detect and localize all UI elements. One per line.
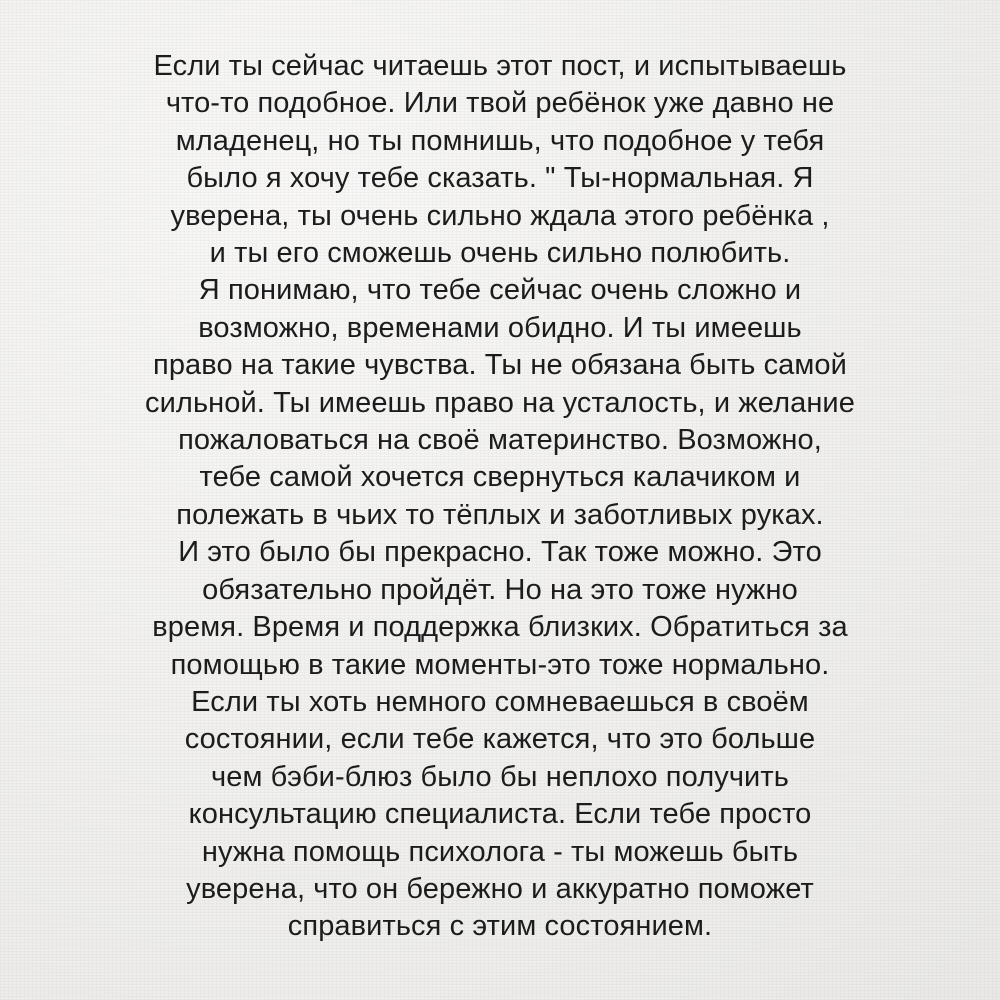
post-text (60, 48, 940, 946)
post-line: возможно, временами обидно. И ты имеешь (198, 311, 802, 344)
post-line: уверена, ты очень сильно ждала этого ребёнка , (170, 199, 830, 232)
post-line: чем бэби-блюз было бы неплохо получить (211, 760, 789, 793)
post-line: и ты его сможешь очень сильно полюбить. (209, 237, 791, 270)
post-line: пожаловаться на своё материнство. Возможно, (178, 424, 822, 457)
post-line: Я понимаю, что тебе сейчас очень сложно и (198, 274, 802, 307)
post-line: полежать в чьих то тёплых и заботливых руках. (176, 498, 824, 531)
post-line: время. Время и поддержка близких. Обратиться за (152, 611, 848, 644)
post-line: нужна помощь психолога - ты можешь быть (201, 835, 799, 868)
post-line: было я хочу тебе сказать. " Ты-нормальная. Я (186, 162, 814, 195)
post-line: Если ты хоть немного сомневаешься в своём (191, 685, 809, 718)
post-line: обязательно пройдёт. Но на это тоже нужно (202, 573, 798, 606)
post-line: И это было бы прекрасно. Так тоже можно. Это (178, 536, 822, 569)
post-line: справиться с этим состоянием. (287, 910, 713, 943)
post-line: право на такие чувства. Ты не обязана быть самой (153, 349, 847, 382)
post-line: что-то подобное. Или твой ребёнок уже давно не (165, 87, 835, 120)
post-line: состоянии, если тебе кажется, что это больше (184, 723, 816, 756)
post-line: Если ты сейчас читаешь этот пост, и испытываешь (153, 50, 847, 82)
post-line: тебе самой хочется свернуться калачиком и (199, 461, 801, 494)
post-line: уверена, что он бережно и аккуратно поможет (186, 872, 814, 905)
post-line: младенец, но ты помнишь, что подобное у тебя (175, 124, 825, 157)
post-line: консультацию специалиста. Если тебе просто (188, 798, 812, 831)
post-line: сильной. Ты имеешь право на усталость, и желание (145, 386, 855, 419)
post-line: помощью в такие моменты-это тоже нормально. (170, 648, 830, 681)
